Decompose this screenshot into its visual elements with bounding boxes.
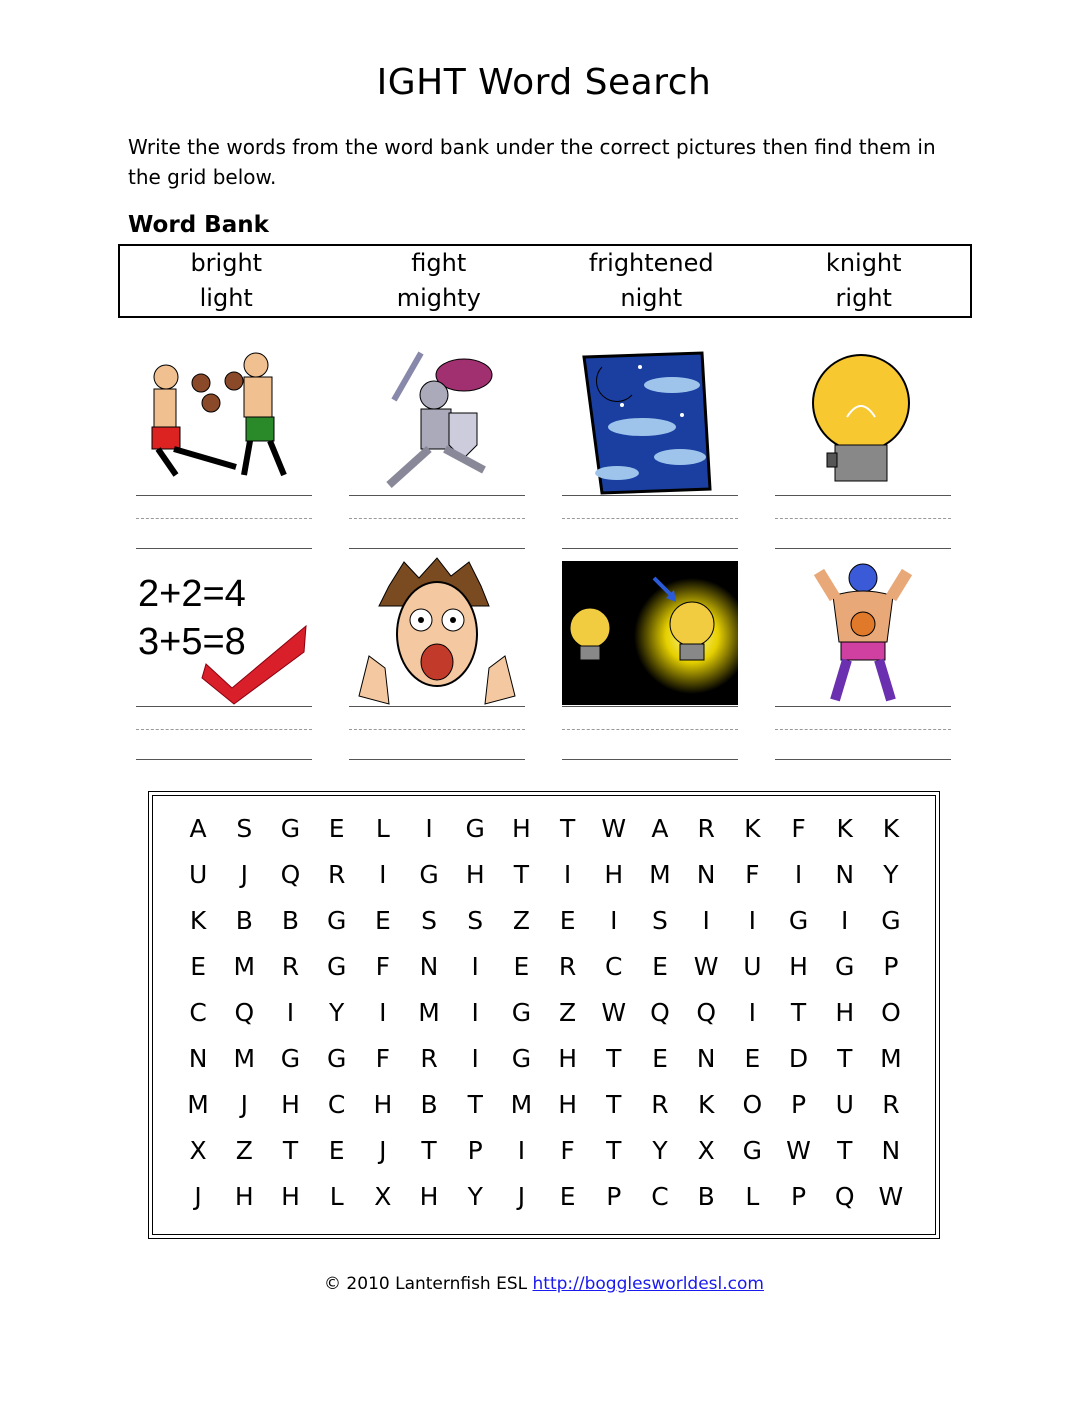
- grid-letter[interactable]: Z: [235, 1136, 253, 1165]
- grid-letter[interactable]: E: [328, 814, 345, 843]
- picture-cell: [775, 556, 951, 706]
- grid-letter[interactable]: E: [652, 1044, 668, 1073]
- grid-letter[interactable]: I: [517, 1136, 526, 1165]
- picture-cell: [136, 556, 312, 706]
- grid-letter[interactable]: W: [693, 952, 719, 981]
- grid-letter[interactable]: C: [327, 1090, 346, 1119]
- picture-cell: [349, 556, 525, 706]
- grid-letter[interactable]: G: [326, 1044, 347, 1073]
- grid-letter[interactable]: M: [649, 860, 671, 889]
- grid-letter[interactable]: G: [326, 952, 347, 981]
- grid-letter[interactable]: J: [194, 1182, 202, 1211]
- grid-letter[interactable]: F: [560, 1136, 575, 1165]
- grid-letter[interactable]: T: [513, 860, 530, 889]
- grid-letter[interactable]: I: [379, 860, 387, 889]
- letter-grid: [175, 806, 914, 1220]
- grid-letter[interactable]: I: [471, 998, 479, 1027]
- grid-letter[interactable]: N: [419, 952, 439, 981]
- grid-letter[interactable]: W: [601, 814, 627, 843]
- grid-letter[interactable]: H: [281, 1182, 300, 1211]
- grid-letter[interactable]: N: [696, 860, 716, 889]
- page-title: IGHT Word Search: [376, 62, 712, 103]
- grid-letter[interactable]: Q: [834, 1182, 855, 1211]
- grid-letter[interactable]: I: [286, 998, 295, 1027]
- grid-letter[interactable]: G: [835, 952, 855, 981]
- grid-letter[interactable]: H: [789, 952, 808, 981]
- grid-letter[interactable]: B: [697, 1182, 715, 1211]
- picture-cell: [562, 556, 738, 706]
- grid-letter[interactable]: F: [375, 1044, 391, 1073]
- grid-letter[interactable]: R: [697, 814, 715, 843]
- grid-letter[interactable]: C: [605, 952, 623, 981]
- word-bank-box: [118, 244, 972, 318]
- grid-letter[interactable]: X: [697, 1136, 715, 1165]
- grid-letter[interactable]: T: [421, 1136, 437, 1165]
- grid-letter[interactable]: H: [835, 998, 855, 1027]
- grid-letter[interactable]: A: [651, 814, 669, 843]
- grid-letter[interactable]: S: [652, 906, 668, 935]
- grid-letter[interactable]: H: [558, 1044, 577, 1073]
- footer: [0, 1274, 1088, 1294]
- grid-letter[interactable]: J: [240, 1090, 248, 1119]
- grid-letter[interactable]: S: [421, 906, 437, 935]
- grid-letter[interactable]: K: [697, 1090, 715, 1119]
- math-checkmark-icon: [136, 556, 312, 706]
- grid-letter[interactable]: J: [240, 860, 248, 889]
- grid-letter[interactable]: P: [883, 952, 899, 981]
- grid-letter[interactable]: I: [841, 906, 849, 935]
- word-search-grid: [148, 791, 940, 1239]
- grid-letter[interactable]: R: [651, 1090, 669, 1119]
- grid-letter[interactable]: T: [606, 1136, 622, 1165]
- picture-cell: [136, 345, 312, 495]
- grid-letter[interactable]: T: [606, 1090, 622, 1119]
- grid-letter[interactable]: J: [517, 1182, 526, 1211]
- grid-letter[interactable]: S: [236, 814, 253, 843]
- grid-letter[interactable]: T: [467, 1090, 483, 1119]
- grid-letter[interactable]: Y: [467, 1182, 483, 1211]
- grid-letter[interactable]: E: [559, 906, 576, 935]
- grid-letter[interactable]: G: [465, 814, 485, 843]
- grid-letter[interactable]: R: [327, 860, 346, 889]
- frightened-man-icon: [349, 556, 525, 706]
- grid-letter[interactable]: U: [835, 1090, 854, 1119]
- grid-letter[interactable]: W: [786, 1136, 811, 1165]
- grid-letter[interactable]: I: [425, 814, 433, 843]
- grid-letter[interactable]: M: [418, 998, 440, 1027]
- grid-letter[interactable]: G: [326, 906, 347, 935]
- grid-letter[interactable]: H: [465, 860, 485, 889]
- grid-letter[interactable]: I: [471, 1044, 479, 1073]
- grid-letter[interactable]: L: [745, 1182, 760, 1211]
- grid-letter[interactable]: Z: [512, 906, 530, 935]
- grid-letter[interactable]: N: [696, 1044, 716, 1073]
- grid-letter[interactable]: B: [281, 906, 300, 935]
- grid-letter[interactable]: C: [189, 998, 207, 1027]
- grid-letter[interactable]: W: [878, 1182, 904, 1211]
- word-bank-word: light: [199, 284, 253, 312]
- word-bank-word: night: [620, 284, 683, 312]
- grid-letter[interactable]: M: [187, 1090, 209, 1119]
- grid-letter[interactable]: I: [748, 998, 757, 1027]
- grid-letter[interactable]: M: [880, 1044, 902, 1073]
- grid-letter[interactable]: P: [467, 1136, 483, 1165]
- word-bank-word: knight: [825, 249, 902, 277]
- grid-letter[interactable]: H: [512, 814, 531, 843]
- grid-letter[interactable]: I: [794, 860, 803, 889]
- grid-letter[interactable]: R: [281, 952, 300, 981]
- grid-letter[interactable]: Q: [650, 998, 670, 1027]
- picture-cell: [775, 345, 951, 495]
- mighty-wrestler-icon: [775, 556, 951, 706]
- picture-cell: [349, 345, 525, 495]
- bright-bulb-icon: [562, 556, 738, 706]
- grid-letter[interactable]: E: [374, 906, 391, 935]
- grid-letter[interactable]: G: [419, 860, 439, 889]
- grid-letter[interactable]: R: [882, 1090, 900, 1119]
- grid-letter[interactable]: D: [788, 1044, 809, 1073]
- light-bulb-icon: [775, 345, 951, 495]
- grid-letter[interactable]: E: [652, 952, 668, 981]
- grid-letter[interactable]: I: [702, 906, 710, 935]
- grid-letter[interactable]: I: [379, 998, 387, 1027]
- grid-letter[interactable]: Q: [696, 998, 716, 1027]
- grid-letter[interactable]: F: [375, 952, 391, 981]
- grid-letter[interactable]: K: [836, 814, 853, 843]
- grid-letter[interactable]: P: [790, 1182, 807, 1211]
- grid-letter[interactable]: B: [420, 1090, 438, 1119]
- grid-letter[interactable]: K: [189, 906, 207, 935]
- grid-letter[interactable]: T: [282, 1136, 299, 1165]
- grid-letter[interactable]: B: [235, 906, 253, 935]
- grid-letter[interactable]: U: [743, 952, 762, 981]
- grid-letter[interactable]: R: [558, 952, 577, 981]
- grid-letter[interactable]: M: [233, 1044, 256, 1073]
- grid-letter[interactable]: O: [881, 998, 901, 1027]
- word-bank-word: right: [835, 284, 892, 312]
- grid-letter[interactable]: I: [563, 860, 572, 889]
- grid-letter[interactable]: X: [189, 1136, 207, 1165]
- grid-letter[interactable]: I: [610, 906, 618, 935]
- grid-letter[interactable]: K: [882, 814, 900, 843]
- grid-letter[interactable]: J: [379, 1136, 387, 1165]
- grid-letter[interactable]: T: [837, 1136, 853, 1165]
- grid-letter[interactable]: E: [328, 1136, 345, 1165]
- grid-letter[interactable]: Y: [883, 860, 899, 889]
- grid-letter[interactable]: L: [329, 1182, 344, 1211]
- boxers-fighting-icon: [136, 345, 312, 495]
- grid-letter[interactable]: W: [601, 998, 627, 1027]
- grid-letter[interactable]: T: [559, 814, 576, 843]
- word-bank-word: fight: [411, 249, 467, 277]
- grid-letter[interactable]: T: [606, 1044, 622, 1073]
- grid-letter[interactable]: T: [790, 998, 807, 1027]
- grid-letter[interactable]: E: [190, 952, 206, 981]
- grid-letter[interactable]: F: [791, 814, 806, 843]
- grid-letter[interactable]: H: [419, 1182, 439, 1211]
- grid-letter[interactable]: T: [837, 1044, 853, 1073]
- grid-letter[interactable]: I: [471, 952, 479, 981]
- website-link[interactable]: http://bogglesworldesl.com: [532, 1274, 764, 1294]
- grid-letter[interactable]: H: [281, 1090, 300, 1119]
- word-bank-word: mighty: [396, 284, 481, 312]
- grid-letter[interactable]: Y: [329, 998, 345, 1027]
- copyright-text: © 2010 Lanternfish ESL: [324, 1274, 528, 1294]
- night-sky-icon: [562, 345, 738, 495]
- grid-letter[interactable]: G: [788, 906, 809, 935]
- grid-letter[interactable]: A: [189, 814, 207, 843]
- grid-letter[interactable]: G: [881, 906, 901, 935]
- grid-letter[interactable]: P: [606, 1182, 622, 1211]
- grid-letter[interactable]: O: [742, 1090, 763, 1119]
- grid-letter[interactable]: G: [280, 814, 301, 843]
- grid-letter[interactable]: R: [420, 1044, 438, 1073]
- grid-letter[interactable]: E: [513, 952, 530, 981]
- grid-letter[interactable]: C: [651, 1182, 669, 1211]
- grid-letter[interactable]: I: [748, 906, 757, 935]
- word-bank-word: bright: [190, 249, 263, 277]
- grid-letter[interactable]: Q: [280, 860, 301, 889]
- grid-letter[interactable]: H: [604, 860, 624, 889]
- grid-letter[interactable]: N: [188, 1044, 208, 1073]
- instructions: Write the words from the word bank under the correct pictures then find them in the grid below.: [128, 135, 936, 189]
- grid-letter[interactable]: H: [234, 1182, 254, 1211]
- grid-letter[interactable]: N: [835, 860, 855, 889]
- picture-cell: [562, 345, 738, 495]
- grid-letter[interactable]: M: [510, 1090, 533, 1119]
- grid-letter[interactable]: U: [188, 860, 208, 889]
- grid-letter[interactable]: S: [467, 906, 484, 935]
- grid-letter[interactable]: Y: [652, 1136, 668, 1165]
- equation-2: 3+5=8: [138, 621, 246, 663]
- grid-letter[interactable]: G: [280, 1044, 301, 1073]
- grid-letter[interactable]: E: [744, 1044, 761, 1073]
- word-bank-word: frightened: [588, 249, 714, 277]
- equation-1: 2+2=4: [138, 573, 246, 615]
- grid-letter[interactable]: G: [742, 1136, 763, 1165]
- grid-letter[interactable]: F: [745, 860, 760, 889]
- grid-letter[interactable]: N: [881, 1136, 901, 1165]
- grid-letter[interactable]: H: [558, 1090, 577, 1119]
- grid-letter[interactable]: Z: [559, 998, 577, 1027]
- grid-letter[interactable]: G: [511, 998, 532, 1027]
- grid-letter[interactable]: Q: [234, 998, 255, 1027]
- grid-letter[interactable]: E: [559, 1182, 576, 1211]
- grid-letter[interactable]: K: [744, 814, 761, 843]
- grid-letter[interactable]: H: [373, 1090, 393, 1119]
- grid-letter[interactable]: L: [375, 814, 390, 843]
- knight-with-sword-icon: [349, 345, 525, 495]
- grid-letter[interactable]: G: [511, 1044, 532, 1073]
- grid-letter[interactable]: M: [233, 952, 256, 981]
- grid-letter[interactable]: P: [790, 1090, 807, 1119]
- word-bank-label: Word Bank: [128, 212, 269, 238]
- grid-letter[interactable]: X: [374, 1182, 392, 1211]
